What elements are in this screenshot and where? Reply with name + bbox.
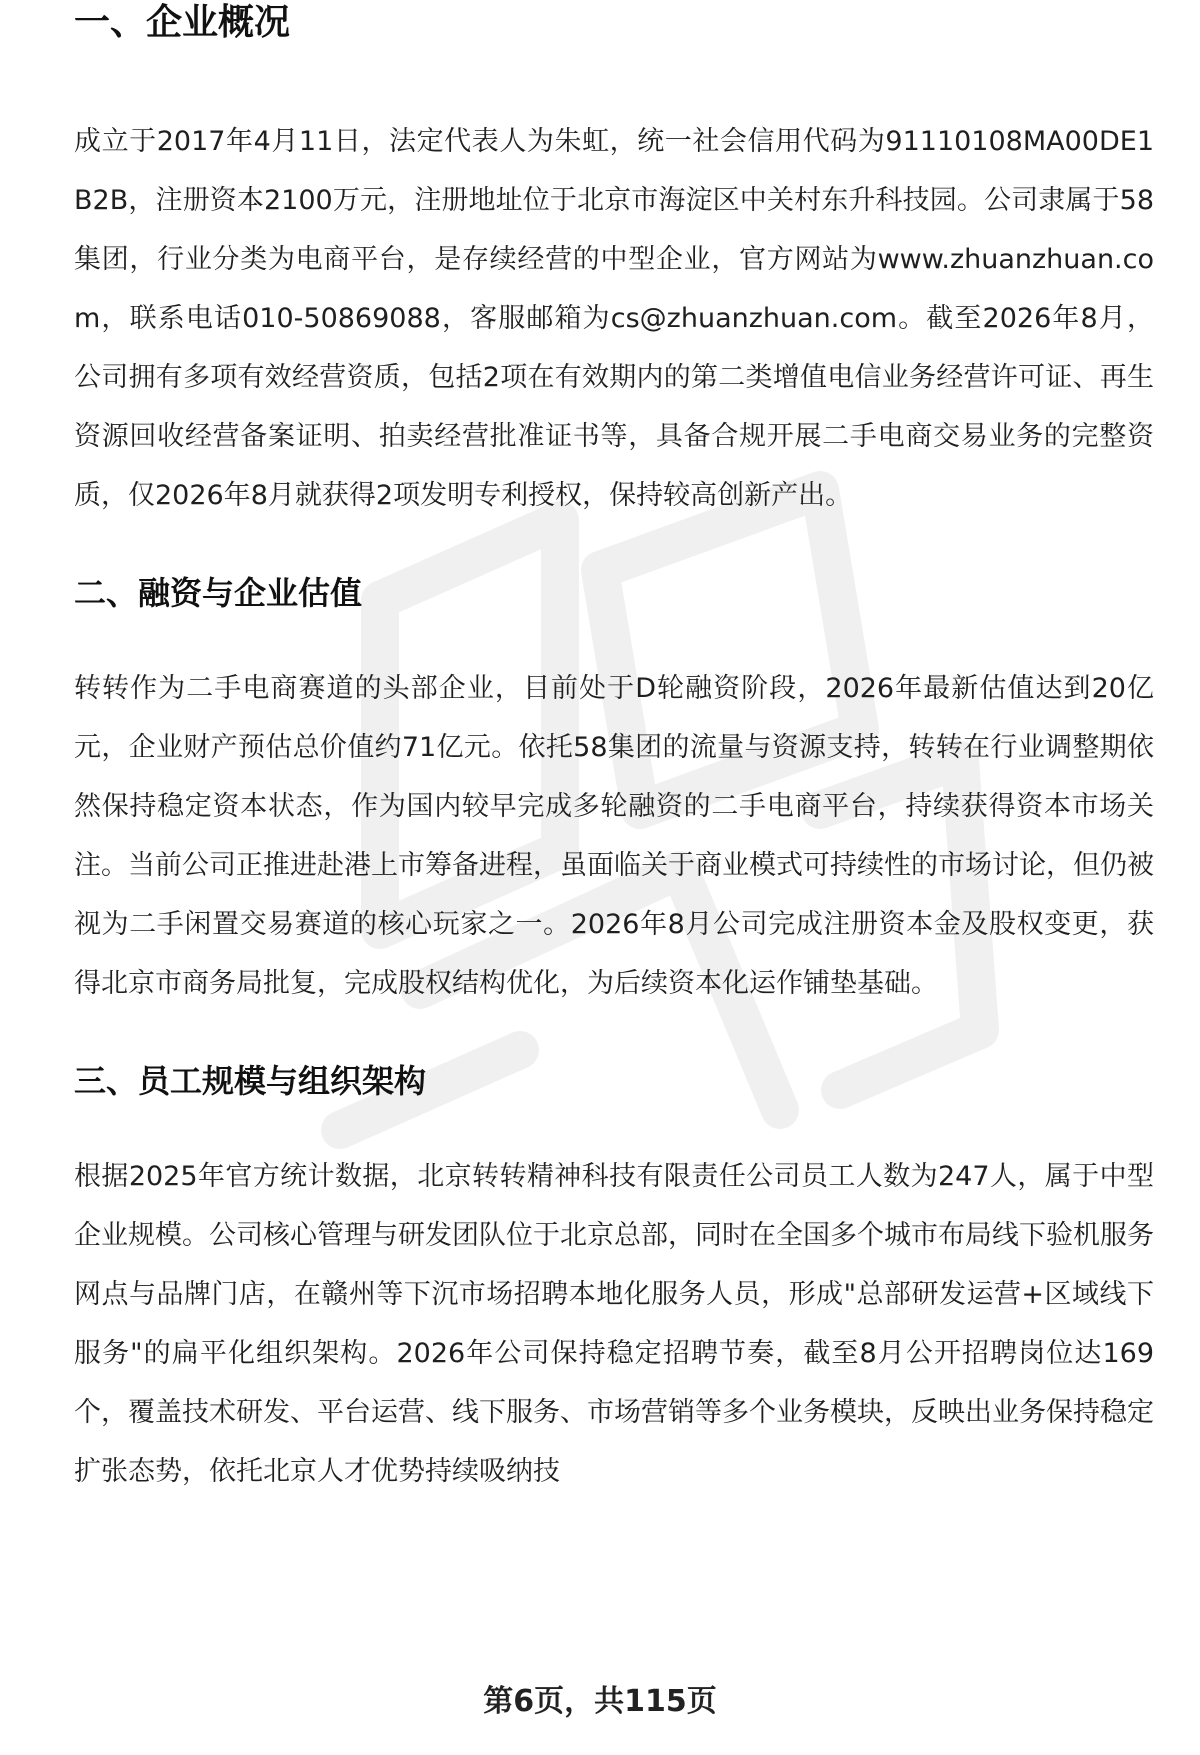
staff-paragraph: 根据2025年官方统计数据，北京转转精神科技有限责任公司员工人数为247人，属于中型企业规模。公司核心管理与研发团队位于北京总部，同时在全国多个城市布局线下验机服务网点与品牌门店，在赣州等下沉市场招聘本地化服务人员，形成"总部研发运营+区域线下服务"的扁平化组织架构。2026年公司保持稳定招聘节奏，截至8月公开招聘岗位达169个，覆盖技术研发、平台运营、线下服务、市场营销等多个业务模块，反映出业务保持稳定扩张态势，依托北京人才优势持续吸纳技 [74, 1161, 1154, 1487]
cut-off-heading: 一、企业概况 [74, 2, 291, 43]
section-heading-financing: 二、融资与企业估值 [74, 574, 363, 612]
document-body [74, 112, 1154, 1501]
company-overview-paragraph: 成立于2017年4月11日，法定代表人为朱虹，统一社会信用代码为91110108MA00DE1B2B，注册资本2100万元，注册地址位于北京市海淀区中关村东升科技园。公司隶属于58集团，行业分类为电商平台，是存续经营的中型企业，官方网站为www.zhuanzhuan.com，联系电话010-50869088，客服邮箱为cs@zhuanzhuan.com。截至2026年8月，公司拥有多项有效经营资质，包括2项在有效期内的第二类增值电信业务经营许可证、再生资源回收经营备案证明、拍卖经营批准证书等，具备合规开展二手电商交易业务的完整资质，仅2026年8月就获得2项发明专利授权，保持较高创新产出。 [74, 126, 1154, 511]
page-number-footer: 第6页，共115页 [483, 1684, 717, 1719]
financing-paragraph: 转转作为二手电商赛道的头部企业，目前处于D轮融资阶段，2026年最新估值达到20亿元，企业财产预估总价值约71亿元。依托58集团的流量与资源支持，转转在行业调整期依然保持稳定资本状态，作为国内较早完成多轮融资的二手电商平台，持续获得资本市场关注。当前公司正推进赴港上市筹备进程，虽面临关于商业模式可持续性的市场讨论，但仍被视为二手闲置交易赛道的核心玩家之一。2026年8月公司完成注册资本金及股权变更，获得北京市商务局批复，完成股权结构优化，为后续资本化运作铺垫基础。 [74, 673, 1154, 999]
section-heading-staff: 三、员工规模与组织架构 [74, 1062, 427, 1100]
